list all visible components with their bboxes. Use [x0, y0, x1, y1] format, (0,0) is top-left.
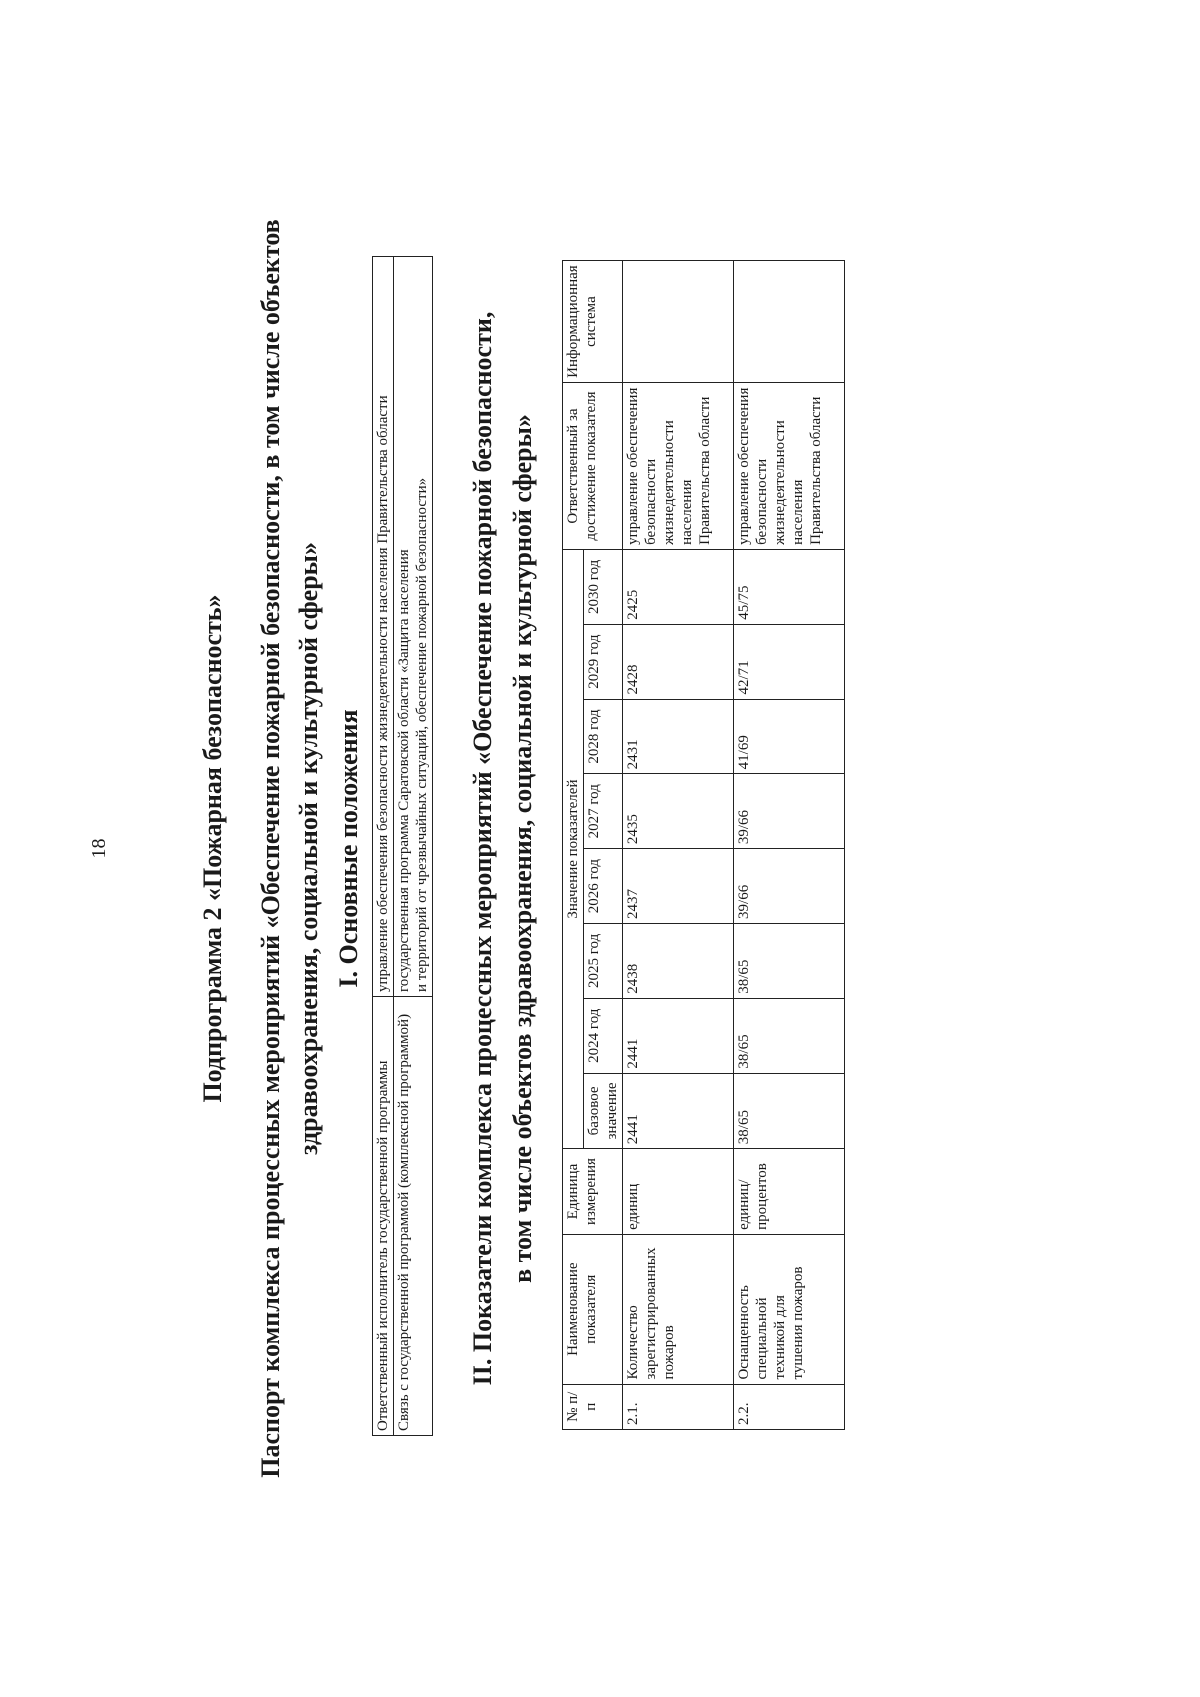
- year-value-cell: 39/66: [734, 774, 845, 849]
- section2-title: [463, 0, 543, 1697]
- passport-title: [252, 0, 328, 1697]
- header-responsible: Ответственный за достижение показателя: [563, 383, 623, 550]
- program-link-label: Связь с государственной программой (комплексной программой): [394, 997, 433, 1436]
- header-year: 2024 год: [584, 998, 623, 1073]
- year-value-cell: 38/65: [734, 923, 845, 998]
- indicators-table: [562, 260, 845, 1430]
- program-link-value-line-1: государственная программа Саратовской области «Защита населения: [396, 549, 412, 992]
- section2-title-line-2: в том числе объектов здравоохранения, социальной и культурной сферы»: [508, 414, 537, 1283]
- section2-title-line-1: II. Показатели комплекса процессных мероприятий «Обеспечение пожарной безопасности,: [468, 311, 497, 1386]
- header-year: 2026 год: [584, 849, 623, 924]
- table-row: [734, 261, 845, 1430]
- responsible-cell: управление обеспечения безопасности жизнедеятельности населения Правительства области: [623, 383, 734, 550]
- section1-title: I. Основные положения: [334, 709, 363, 988]
- passport-title-line-1: Паспорт комплекса процессных мероприятий «Обеспечение пожарной безопасности, в том числе объектов: [256, 219, 285, 1478]
- info-system-cell: [623, 261, 734, 383]
- header-year: 2025 год: [584, 923, 623, 998]
- year-value-cell: 41/69: [734, 699, 845, 774]
- year-value-cell: 2435: [623, 774, 734, 849]
- year-value-cell: 2428: [623, 624, 734, 699]
- info-system-cell: [734, 261, 845, 383]
- unit-cell: единиц/ процентов: [734, 1149, 845, 1235]
- header-values-group: Значение показателей: [563, 549, 584, 1148]
- header-year: 2030 год: [584, 549, 623, 624]
- header-base-value: базовое значение: [584, 1073, 623, 1149]
- header-year: 2029 год: [584, 624, 623, 699]
- table-row: [394, 257, 433, 1436]
- year-value-cell: 2438: [623, 923, 734, 998]
- program-link-value: [394, 257, 433, 997]
- basic-provisions-table: [372, 256, 433, 1436]
- row-number: 2.2.: [734, 1384, 845, 1429]
- base-value-cell: 38/65: [734, 1073, 845, 1149]
- header-indicator-name: Наименование показателя: [563, 1234, 623, 1384]
- year-value-cell: 42/71: [734, 624, 845, 699]
- year-value-cell: 39/66: [734, 849, 845, 924]
- table-row: [623, 261, 734, 1430]
- year-value-cell: 2437: [623, 849, 734, 924]
- year-value-cell: 2431: [623, 699, 734, 774]
- header-number: № п/п: [563, 1384, 623, 1429]
- base-value-cell: 2441: [623, 1073, 734, 1149]
- header-year: 2028 год: [584, 699, 623, 774]
- header-unit: Единица измерения: [563, 1149, 623, 1235]
- header-year: 2027 год: [584, 774, 623, 849]
- program-link-value-line-2: и территорий от чрезвычайных ситуаций, обеспечение пожарной безопасности»: [414, 477, 430, 992]
- year-value-cell: 2425: [623, 549, 734, 624]
- subprogram-title: Подпрограмма 2 «Пожарная безопасность»: [198, 594, 227, 1103]
- year-value-cell: 38/65: [734, 998, 845, 1073]
- responsible-executor-label: Ответственный исполнитель государственной программы: [373, 997, 394, 1436]
- unit-cell: единиц: [623, 1149, 734, 1235]
- table-row: [373, 257, 394, 1436]
- header-info-system: Информационная система: [563, 261, 623, 383]
- indicator-name: Оснащенность специальной техникой для тушения пожаров: [734, 1234, 845, 1384]
- year-value-cell: 45/75: [734, 549, 845, 624]
- page-number: 18: [88, 838, 110, 859]
- year-value-cell: 2441: [623, 998, 734, 1073]
- responsible-executor-value: управление обеспечения безопасности жизнедеятельности населения Правительства области: [373, 257, 394, 997]
- table-header-row: [563, 261, 584, 1430]
- row-number: 2.1.: [623, 1384, 734, 1429]
- passport-title-line-2: здравоохранения, социальной и культурной сферы»: [294, 542, 323, 1155]
- indicator-name: Количество зарегистрированных пожаров: [623, 1234, 734, 1384]
- responsible-cell: управление обеспечения безопасности жизнедеятельности населения Правительства области: [734, 383, 845, 550]
